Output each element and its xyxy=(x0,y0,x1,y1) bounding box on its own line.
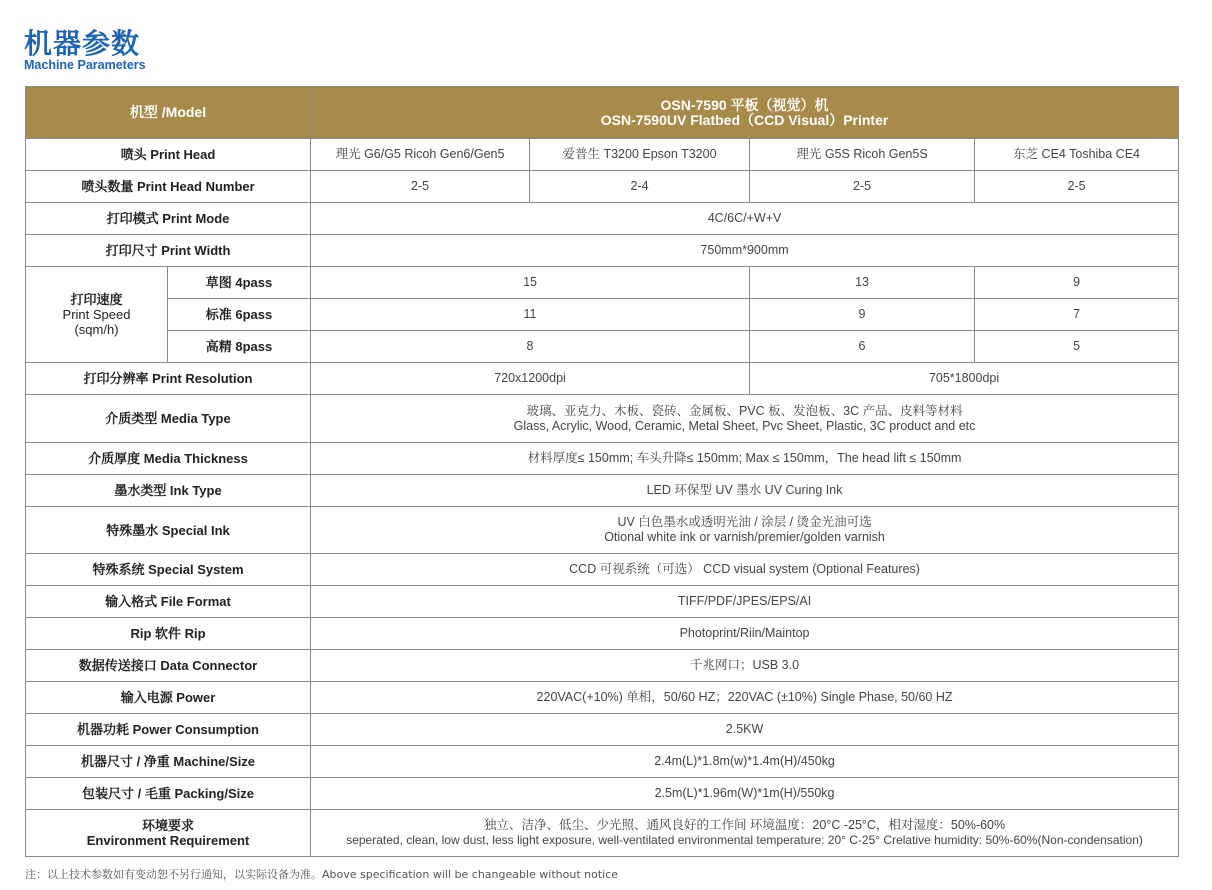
speed-mode-label: 标准 6pass xyxy=(168,299,311,331)
head-number-cell: 2-5 xyxy=(975,171,1179,203)
row-label: 介质类型 Media Type xyxy=(26,395,311,443)
table-row xyxy=(26,682,1179,714)
print-head-cell: 东芝 CE4 Toshiba CE4 xyxy=(975,139,1179,171)
row-label: 打印尺寸 Print Width xyxy=(26,235,311,267)
resolution-cell: 720x1200dpi xyxy=(311,363,750,395)
row-value: 2.5KW xyxy=(311,714,1179,746)
model-name-cn: OSN-7590 平板（视觉）机 xyxy=(660,96,829,113)
table-row xyxy=(26,331,1179,363)
speed-cell: 15 xyxy=(311,267,750,299)
table-row xyxy=(26,650,1179,682)
table-row xyxy=(26,554,1179,586)
print-head-cell: 爱普生 T3200 Epson T3200 xyxy=(530,139,750,171)
table-row xyxy=(26,714,1179,746)
table-row xyxy=(26,507,1179,554)
speed-cell: 9 xyxy=(975,267,1179,299)
row-value: 材料厚度≤ 150mm; 车头升降≤ 150mm; Max ≤ 150mm，The head lift ≤ 150mm xyxy=(311,443,1179,475)
speed-cell: 7 xyxy=(975,299,1179,331)
table-header-row xyxy=(26,87,1179,139)
speed-cell: 13 xyxy=(750,267,975,299)
row-value: CCD 可视系统（可选） CCD visual system (Optional Features) xyxy=(311,554,1179,586)
row-label: 特殊系统 Special System xyxy=(26,554,311,586)
media-type-cn: 玻璃、亚克力、木板、瓷砖、金属板、PVC 板、发泡板、3C 产品、皮料等材料 xyxy=(526,403,963,418)
media-type-en: Glass, Acrylic, Wood, Ceramic, Metal Sheet, Pvc Sheet, Plastic, 3C product and etc xyxy=(513,418,976,433)
row-value: 千兆网口；USB 3.0 xyxy=(311,650,1179,682)
row-value xyxy=(311,507,1179,554)
print-speed-label-cn: 打印速度 xyxy=(70,292,123,307)
table-row xyxy=(26,171,1179,203)
table-row xyxy=(26,267,1179,299)
table-row xyxy=(26,746,1179,778)
row-label: 输入电源 Power xyxy=(26,682,311,714)
row-value: 2.4m(L)*1.8m(w)*1.4m(H)/450kg xyxy=(311,746,1179,778)
page-subtitle: Machine Parameters xyxy=(24,58,146,72)
row-value: LED 环保型 UV 墨水 UV Curing Ink xyxy=(311,475,1179,507)
speed-mode-label: 草图 4pass xyxy=(168,267,311,299)
head-number-cell: 2-4 xyxy=(530,171,750,203)
row-label: 介质厚度 Media Thickness xyxy=(26,443,311,475)
table-row xyxy=(26,139,1179,171)
print-speed-label xyxy=(26,267,168,363)
row-value xyxy=(311,395,1179,443)
print-speed-unit: (sqm/h) xyxy=(74,322,119,337)
page-title: 机器参数 xyxy=(24,27,141,60)
row-label: Rip 软件 Rip xyxy=(26,618,311,650)
footnote: 注：以上技术参数如有变动恕不另行通知，以实际设备为准。Above specification will be changeable without notice xyxy=(25,868,619,881)
row-value: Photoprint/Riin/Maintop xyxy=(311,618,1179,650)
row-label: 打印分辨率 Print Resolution xyxy=(26,363,311,395)
speed-cell: 6 xyxy=(750,331,975,363)
table-row xyxy=(26,235,1179,267)
spec-table xyxy=(25,86,1179,857)
table-row xyxy=(26,778,1179,810)
row-label: 输入格式 File Format xyxy=(26,586,311,618)
row-value: 2.5m(L)*1.96m(W)*1m(H)/550kg xyxy=(311,778,1179,810)
table-row xyxy=(26,203,1179,235)
speed-cell: 8 xyxy=(311,331,750,363)
speed-cell: 11 xyxy=(311,299,750,331)
print-head-cell: 理光 G5S Ricoh Gen5S xyxy=(750,139,975,171)
print-speed-label-en: Print Speed xyxy=(62,307,131,322)
resolution-cell: 705*1800dpi xyxy=(750,363,1179,395)
head-number-cell: 2-5 xyxy=(311,171,530,203)
row-label xyxy=(26,810,311,857)
table-row xyxy=(26,363,1179,395)
row-label: 墨水类型 Ink Type xyxy=(26,475,311,507)
model-name-en: OSN-7590UV Flatbed（CCD Visual）Printer xyxy=(600,111,889,128)
speed-cell: 9 xyxy=(750,299,975,331)
row-label: 机器功耗 Power Consumption xyxy=(26,714,311,746)
row-value: 4C/6C/+W+V xyxy=(311,203,1179,235)
table-row xyxy=(26,475,1179,507)
row-value: 750mm*900mm xyxy=(311,235,1179,267)
row-label: 特殊墨水 Special Ink xyxy=(26,507,311,554)
row-label: 喷头数量 Print Head Number xyxy=(26,171,311,203)
table-row xyxy=(26,443,1179,475)
table-row xyxy=(26,395,1179,443)
row-value: TIFF/PDF/JPES/EPS/AI xyxy=(311,586,1179,618)
table-row xyxy=(26,586,1179,618)
row-value xyxy=(311,810,1179,857)
special-ink-cn: UV 白色墨水或透明光油 / 涂层 / 烫金光油可选 xyxy=(617,515,872,529)
table-row xyxy=(26,618,1179,650)
row-label: 机器尺寸 / 净重 Machine/Size xyxy=(26,746,311,778)
environment-cn: 独立、洁净、低尘、少光照、通风良好的工作间 环境温度：20°C -25°C，相对湿度：50%-60% xyxy=(483,818,1006,832)
row-value: 220VAC(+10%) 单相，50/60 HZ；220VAC (±10%) Single Phase, 50/60 HZ xyxy=(311,682,1179,714)
environment-label-en: Environment Requirement xyxy=(86,833,250,848)
print-head-cell: 理光 G6/G5 Ricoh Gen6/Gen5 xyxy=(311,139,530,171)
table-row xyxy=(26,810,1179,857)
special-ink-en: Otional white ink or varnish/premier/golden varnish xyxy=(604,530,885,544)
environment-label-cn: 环境要求 xyxy=(142,818,195,833)
speed-mode-label: 高精 8pass xyxy=(168,331,311,363)
head-number-cell: 2-5 xyxy=(750,171,975,203)
row-label: 数据传送接口 Data Connector xyxy=(26,650,311,682)
model-label: 机型 /Model xyxy=(26,87,311,139)
model-name xyxy=(311,87,1179,139)
row-label: 喷头 Print Head xyxy=(26,139,311,171)
row-label: 打印模式 Print Mode xyxy=(26,203,311,235)
row-label: 包装尺寸 / 毛重 Packing/Size xyxy=(26,778,311,810)
table-row xyxy=(26,299,1179,331)
speed-cell: 5 xyxy=(975,331,1179,363)
environment-en: seperated, clean, low dust, less light exposure, well-ventilated environmental temperature: 20° C-25° Crelative humidity: 50%-60%(Non-condensation) xyxy=(346,833,1143,847)
